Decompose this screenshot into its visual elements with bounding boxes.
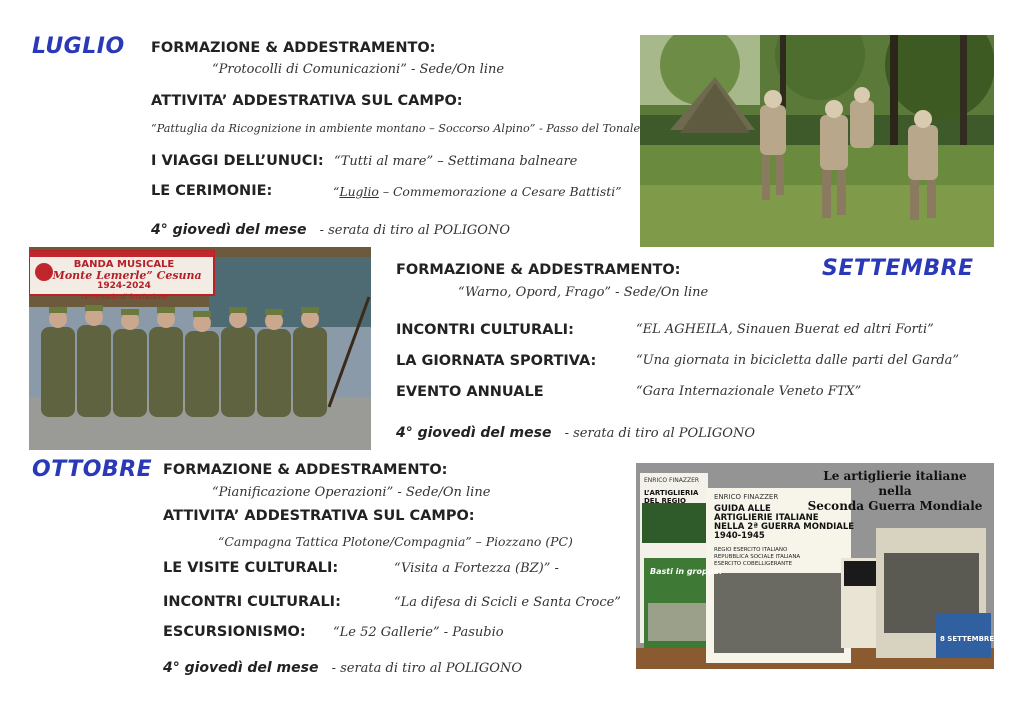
- luglio-formazione-text: “Protocolli di Comunicazioni” - Sede/On line: [212, 62, 505, 77]
- ottobre-attivita-heading: ATTIVITA’ ADDESTRATIVA SUL CAMPO:: [163, 508, 475, 524]
- luglio-giovedi: 4° giovedì del mese - serata di tiro al POLIGONO: [151, 222, 510, 238]
- month-settembre: SETTEMBRE: [822, 256, 974, 281]
- book-right-date: 8 SETTEMBRE: [940, 635, 994, 643]
- settembre-incontri-heading: INCONTRI CULTURALI:: [396, 322, 574, 338]
- settembre-incontri-text: “EL AGHEILA, Sinauen Buerat ed altri Forti”: [636, 322, 934, 337]
- settembre-formazione-heading: FORMAZIONE & ADDESTRAMENTO:: [396, 262, 681, 278]
- ottobre-escursionismo-heading: ESCURSIONISMO:: [163, 624, 306, 640]
- ottobre-giovedi: 4° giovedì del mese - serata di tiro al POLIGONO: [163, 660, 522, 676]
- band-banner: BANDA MUSICALE “Monte Lemerle” Cesuna 1924-2024 centenario di fondazione: [46, 259, 202, 301]
- book-main-author: ENRICO FINAZZER: [714, 493, 779, 501]
- ottobre-incontri-text: “La difesa di Scicli e Santa Croce”: [394, 595, 621, 610]
- luglio-viaggi-heading: I VIAGGI DELL’UNUCI:: [151, 153, 324, 169]
- ottobre-formazione-heading: FORMAZIONE & ADDESTRAMENTO:: [163, 462, 448, 478]
- luglio-attivita-text: “Pattuglia da Ricognizione in ambiente montano – Soccorso Alpino” - Passo del Tonale: [151, 122, 641, 135]
- settembre-evento-text: “Gara Internazionale Veneto FTX”: [636, 384, 862, 399]
- book-left-author: ENRICO FINAZZER: [644, 477, 700, 484]
- settembre-sportiva-heading: LA GIORNATA SPORTIVA:: [396, 353, 597, 369]
- ottobre-incontri-heading: INCONTRI CULTURALI:: [163, 594, 341, 610]
- luglio-attivita-heading: ATTIVITA’ ADDESTRATIVA SUL CAMPO:: [151, 93, 463, 109]
- book-left-title: L’ARTIGLIERIA DEL REGIO: [644, 489, 699, 505]
- book-green-title: Basti in groppa!: [650, 567, 723, 576]
- settembre-sportiva-text: “Una giornata in bicicletta dalle parti del Garda”: [636, 353, 960, 368]
- luglio-cerimonie-text: “Luglio – Commemorazione a Cesare Battisti”: [333, 184, 622, 199]
- photo-books: [636, 463, 994, 669]
- photo-band-group: [29, 247, 371, 450]
- luglio-cerimonie-heading: LE CERIMONIE:: [151, 183, 273, 199]
- settembre-giovedi: 4° giovedì del mese - serata di tiro al POLIGONO: [396, 425, 755, 441]
- month-luglio: LUGLIO: [32, 34, 125, 59]
- luglio-viaggi-text: “Tutti al mare” – Settimana balneare: [334, 154, 578, 169]
- settembre-formazione-text: “Warno, Opord, Frago” - Sede/On line: [458, 285, 709, 300]
- settembre-evento-heading: EVENTO ANNUALE: [396, 384, 544, 400]
- ottobre-visite-heading: LE VISITE CULTURALI:: [163, 560, 339, 576]
- book-main-subtitle: REGIO ESERCITO ITALIANO REPUBBLICA SOCIALE ITALIANA ESERCITO COBELLIGERANTE: [714, 547, 801, 567]
- ottobre-formazione-text: “Pianificazione Operazioni” - Sede/On line: [212, 485, 491, 500]
- ottobre-visite-text: “Visita a Fortezza (BZ)” -: [394, 561, 559, 576]
- ottobre-escursionismo-text: “Le 52 Gallerie” - Pasubio: [333, 625, 504, 640]
- ottobre-attivita-text: “Campagna Tattica Plotone/Compagnia” – Piozzano (PC): [218, 534, 573, 549]
- luglio-formazione-heading: FORMAZIONE & ADDESTRAMENTO:: [151, 40, 436, 56]
- photo-patrol: [640, 35, 994, 247]
- book-main-title: GUIDA ALLE ARTIGLIERIE ITALIANE NELLA 2ª GUERRA MONDIALE 1940-1945: [714, 504, 855, 541]
- month-ottobre: OTTOBRE: [32, 457, 153, 482]
- books-title: Le artiglierie italiane nella Seconda Guerra Mondiale: [807, 469, 983, 513]
